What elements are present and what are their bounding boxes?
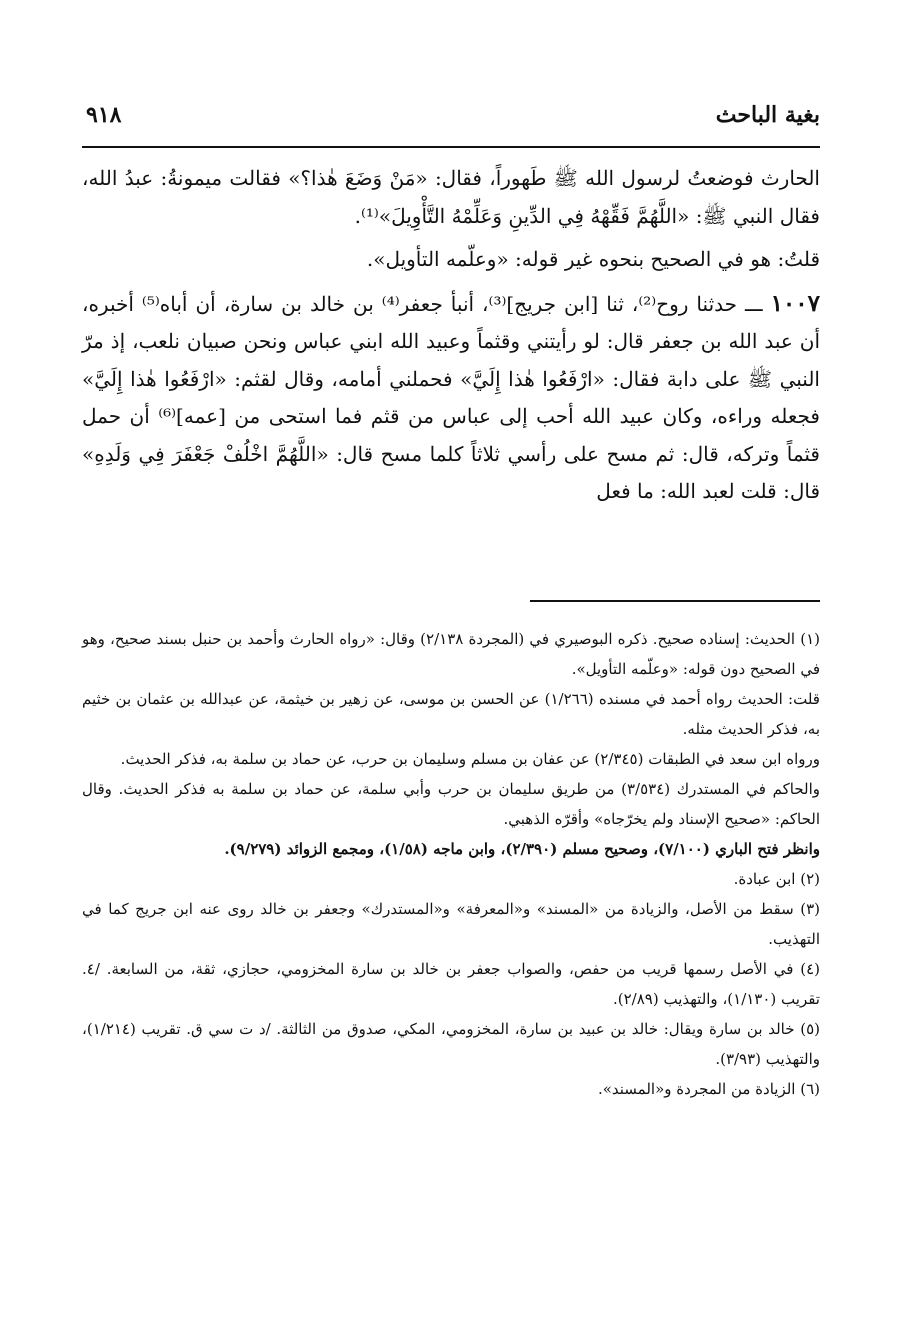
footnote-1-cont: قلت: الحديث رواه أحمد في مسنده (١/٢٦٦) عن الحسن بن موسى، عن زهير بن خيثمة، عن عبدالله بن عثمان بن خثيم به، فذكر الحديث مثله.: [82, 690, 820, 738]
footnote-1-cont: ورواه ابن سعد في الطبقات (٢/٣٤٥) عن عفان بن مسلم وسليمان بن حرب، عن حماد بن سلمة به، فذكر الحديث.: [120, 750, 820, 768]
header-rule: [82, 146, 820, 148]
book-title: بغية الباحث: [715, 102, 820, 128]
hadith-number: ١٠٠٧: [770, 289, 820, 317]
footnote-6: (٦) الزيادة من المجردة و«المسند».: [597, 1080, 820, 1098]
footnote-3: (٣) سقط من الأصل، والزيادة من «المسند» و«المعرفة» و«المستدرك» وجعفر بن خالد روى عنه ابن جريج كما في التهذيب.: [82, 900, 820, 948]
footnote-1-refs: وانظر فتح الباري (٧/١٠٠)، وصحيح مسلم (٢/٣٩٠)، وابن ماجه (١/٥٨)، ومجمع الزوائد (٩/٢٧٩).: [224, 840, 820, 858]
footnote-2: (٢) ابن عبادة.: [733, 870, 820, 888]
footnote-1-cont: والحاكم في المستدرك (٣/٥٣٤) من طريق سليمان بن حرب وأبي سلمة، عن حماد بن سلمة به فذكر الحديث. وقال الحاكم: «صحيح الإسناد ولم يخرّجاه» وأقرّه الذهبي.: [82, 780, 820, 828]
footnote-separator: [530, 600, 820, 602]
page-number: ٩١٨: [86, 102, 122, 128]
hadith-paragraph: [82, 285, 820, 511]
footnote-4: (٤) في الأصل رسمها قريب من حفص، والصواب جعفر بن خالد بن سارة المخزومي، حجازي، ثقة، من السابعة. /٤. تقريب (١/١٣٠)، والتهذيب (٢/٨٩).: [82, 960, 820, 1008]
hadith-text: ـــ حدثنا روح⁽²⁾، ثنا [ابن جريج]⁽³⁾، أنبأ جعفر⁽⁴⁾ بن خالد بن سارة، أن أباه⁽⁵⁾ أخبره، أن عبد الله بن جعفر قال: لو رأيتني وقثماً وعبيد الله ابني عباس ونحن صبيان نلعب، إذ مرّ النبي ﷺ على دابة فقال: «ارْفَعُوا هٰذا إِلَيَّ» فحملني أمامه، وقال لقثم: «ارْفَعُوا هٰذا إِلَيَّ» فجعله وراءه، وكان عبيد الله أحب إلى عباس من قثم فما استحى من [عمه]⁽⁶⁾ أن حمل قثماً وتركه، قال: ثم مسح على رأسي ثلاثاً كلما مسح قال: «اللَّهُمَّ اخْلُفْ جَعْفَرَ فِي وَلَدِهِ» قال: قلت لعبد الله: ما فعل: [82, 291, 820, 503]
main-text: [82, 160, 820, 511]
body-paragraph: الحارث فوضعتُ لرسول الله ﷺ طَهوراً، فقال: «مَنْ وَضَعَ هٰذا؟» فقالت ميمونةُ: عبدُ الله، فقال النبي ﷺ: «اللَّهُمَّ فَقِّهْهُ فِي الدِّينِ وَعَلِّمْهُ التَّأْوِيلَ»⁽¹⁾.: [82, 166, 820, 228]
book-page: [82, 98, 820, 1328]
editor-note: قلتُ: هو في الصحيح بنحوه غير قوله: «وعلّمه التأويل».: [366, 247, 820, 271]
footnotes: [82, 624, 820, 1104]
footnote-1: (١) الحديث: إسناده صحيح. ذكره البوصيري في (المجردة ٢/١٣٨) وقال: «رواه الحارث وأحمد بن حنبل بسند صحيح، وهو في الصحيح دون قوله: «وعلّمه التأويل».: [82, 630, 820, 678]
footnote-5: (٥) خالد بن سارة ويقال: خالد بن عبيد بن سارة، المخزومي، المكي، صدوق من الثالثة. /د ت سي ق. تقريب (١/٢١٤)، والتهذيب (٣/٩٣).: [82, 1020, 820, 1068]
running-header: [82, 98, 820, 144]
